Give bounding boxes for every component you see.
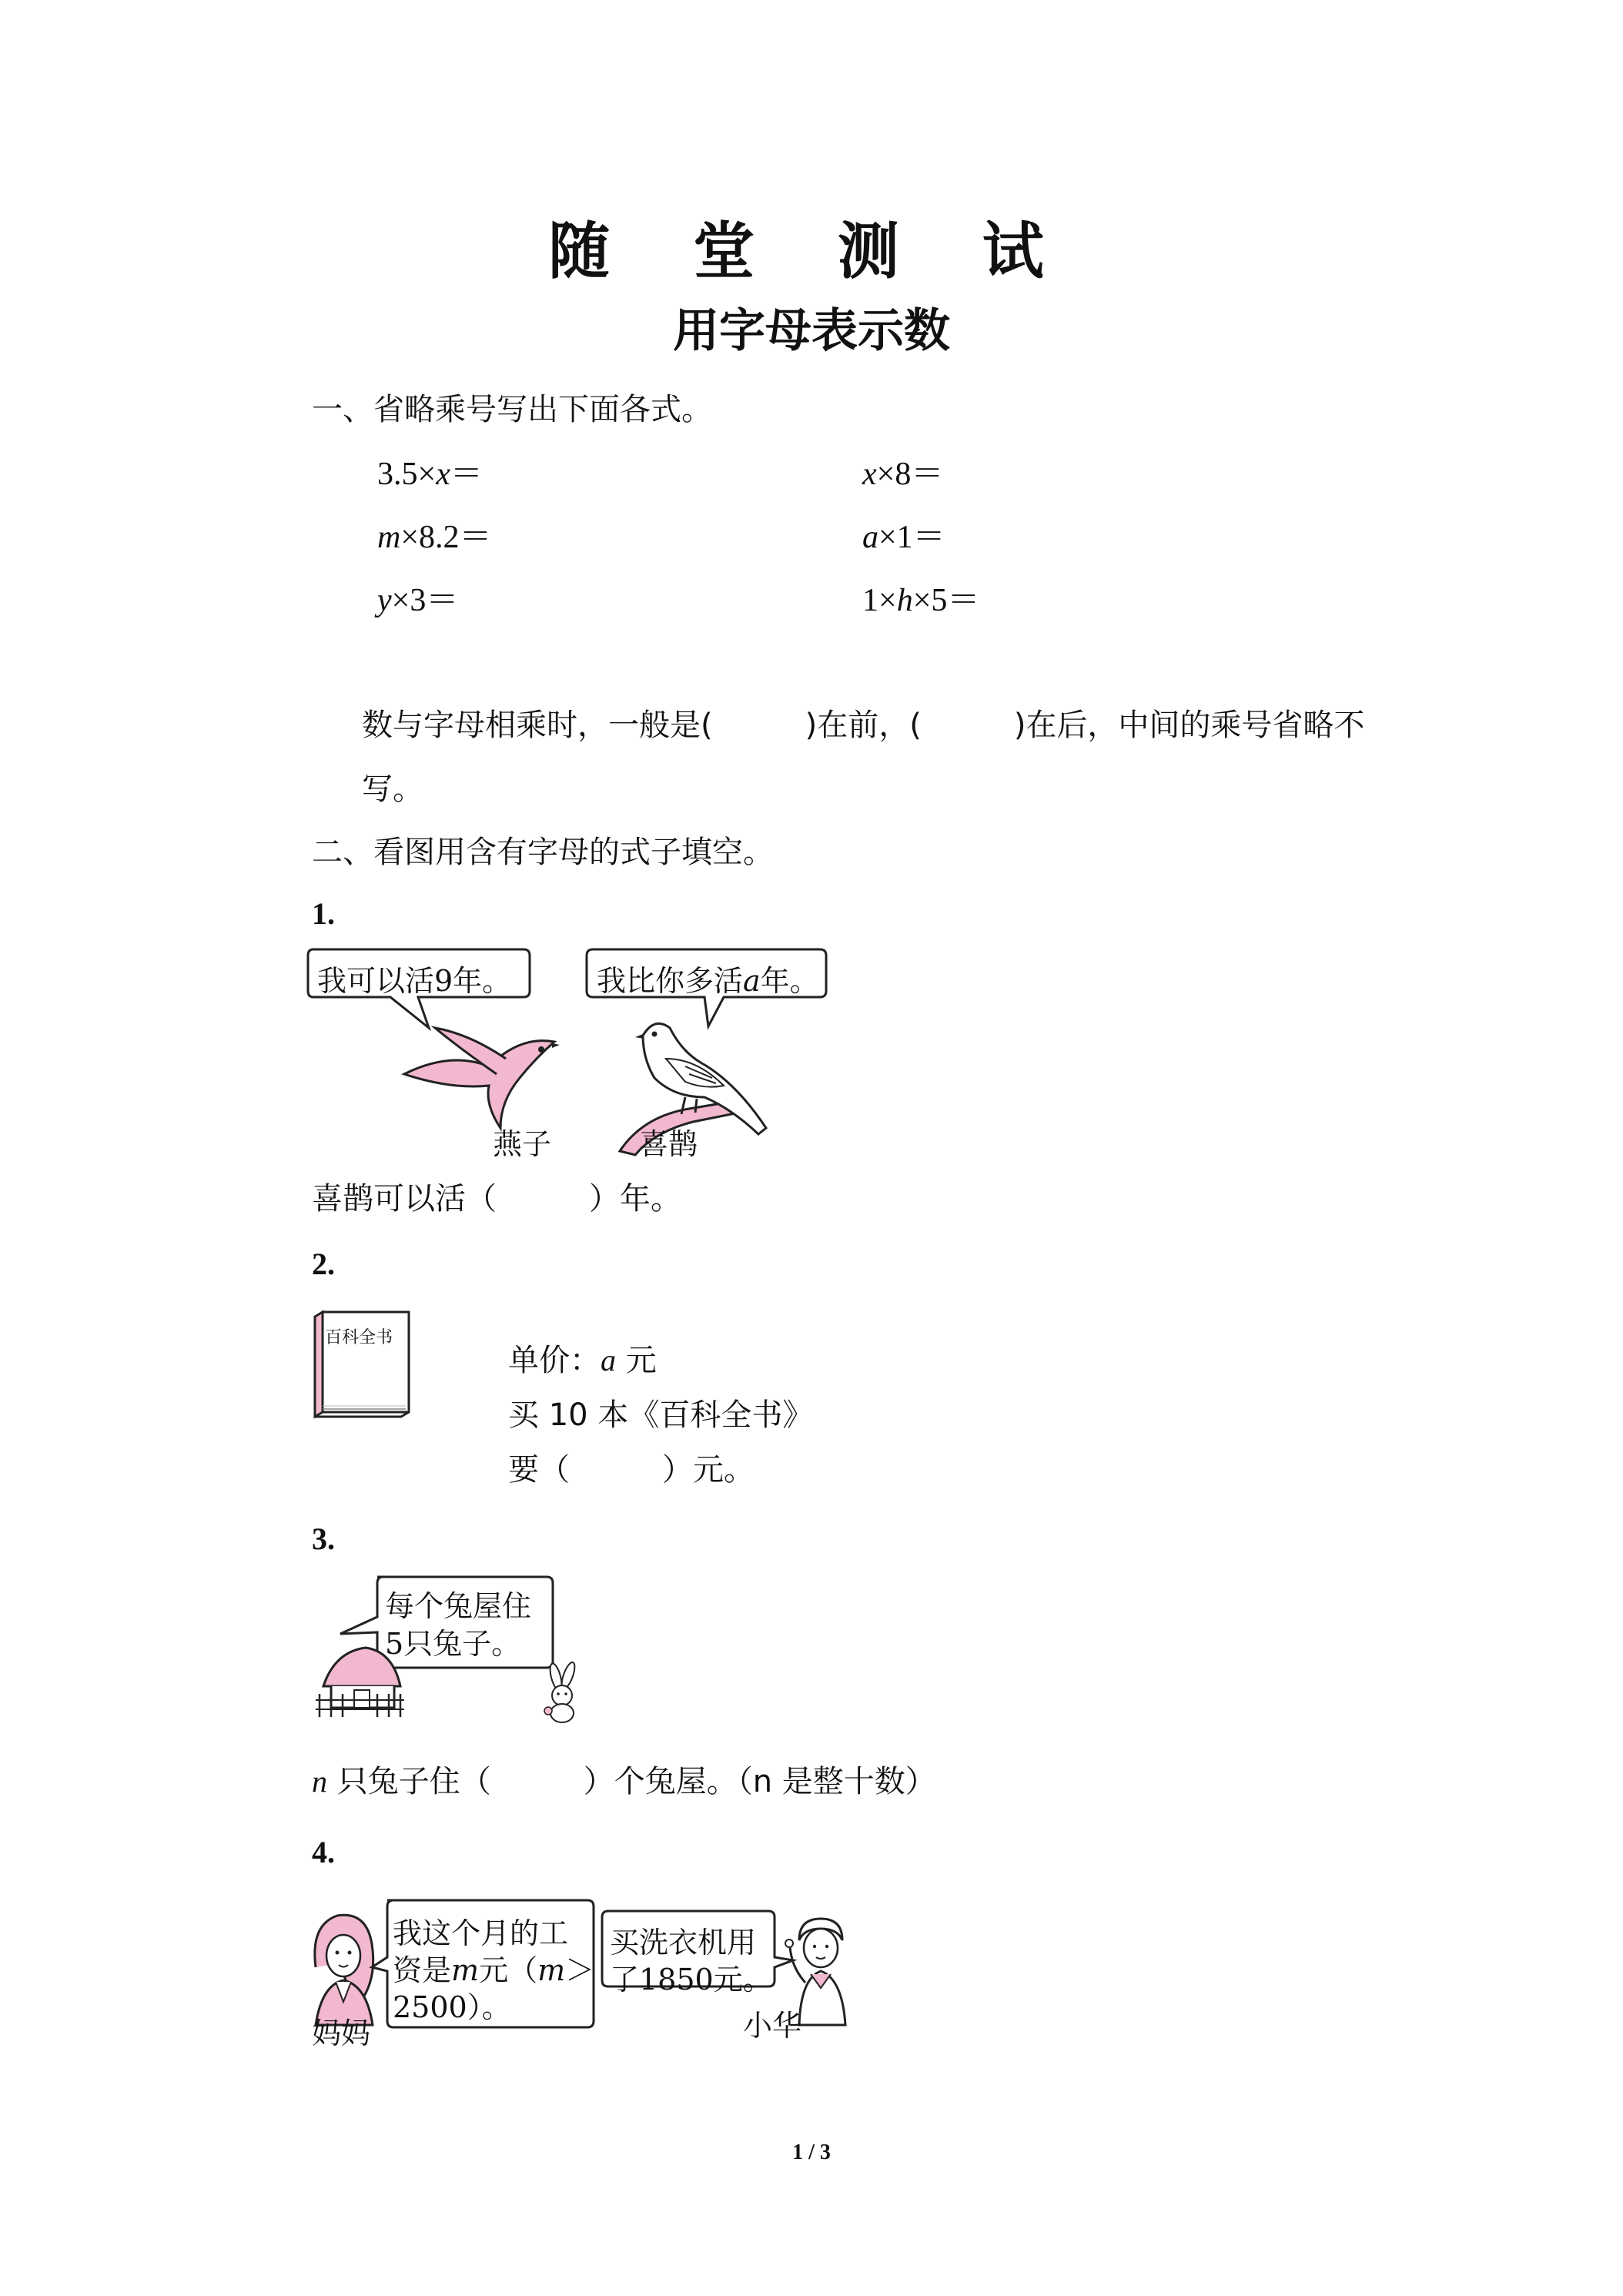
expression-3: m×8.2＝ [377,520,492,555]
mom-bubble-line-3: 2500）。 [393,1990,511,2024]
question-2-answer: 要（ ）元。 [508,1452,755,1488]
expression-2: x×8＝ [862,457,944,492]
section1-heading: 一、省略乘号写出下面各式。 [312,392,712,427]
xiaohua-bubble-line-1: 买洗衣机用 [610,1926,757,1960]
expression-1: 3.5×x＝ [377,457,483,492]
buy-books-text: 买 10 本《百科全书》 [508,1397,814,1433]
question-1-answer: 喜鹊可以活（ ）年。 [312,1181,681,1217]
question-4-number: 4. [312,1835,335,1869]
rabbit-bubble-line-1: 每个兔屋住 [385,1589,532,1623]
xiaohua-label: 小华 [743,2009,802,2043]
question-2-number: 2. [312,1247,335,1281]
section2-heading: 二、看图用含有字母的式子填空。 [312,835,774,870]
question-3-answer: n 只兔子住（ ）个兔屋。（n 是整十数） [312,1764,936,1799]
mom-icon [315,1915,373,2025]
mom-bubble-line-1: 我这个月的工 [393,1916,569,1950]
swallow-icon [404,1028,560,1128]
swallow-bubble-text: 我可以活9年。 [317,964,512,998]
rabbit-bubble-line-2: 5只兔子。 [385,1627,521,1661]
xiaohua-bubble-line-2: 了1850元。 [610,1963,772,1996]
mom-bubble-line-2: 资是m元（m＞ [393,1953,595,1987]
rabbit-icon [544,1661,577,1722]
expression-5: y×3＝ [377,583,459,618]
swallow-label: 燕子 [493,1127,552,1161]
page-subtitle: 用字母表示数 [673,304,950,358]
expression-6: 1×h×5＝ [862,583,980,618]
expression-4: a×1＝ [862,520,945,555]
mom-label: 妈妈 [312,2017,371,2050]
magpie-label: 喜鹊 [639,1127,698,1161]
page-title: 随 堂 测 试 [548,216,1075,287]
unit-price-text: 单价：a 元 [508,1343,657,1378]
book-cover-title: 百科全书 [325,1328,393,1347]
rule-line-2: 写。 [362,771,423,807]
question-1-number: 1. [312,896,335,931]
question-3-number: 3. [312,1521,335,1556]
rule-line-1: 数与字母相乘时，一般是( )在前，( )在后，中间的乘号省略不 [362,708,1365,743]
page-number: 1 / 3 [792,2140,831,2164]
magpie-bubble-text: 我比你多活a年。 [597,964,819,998]
